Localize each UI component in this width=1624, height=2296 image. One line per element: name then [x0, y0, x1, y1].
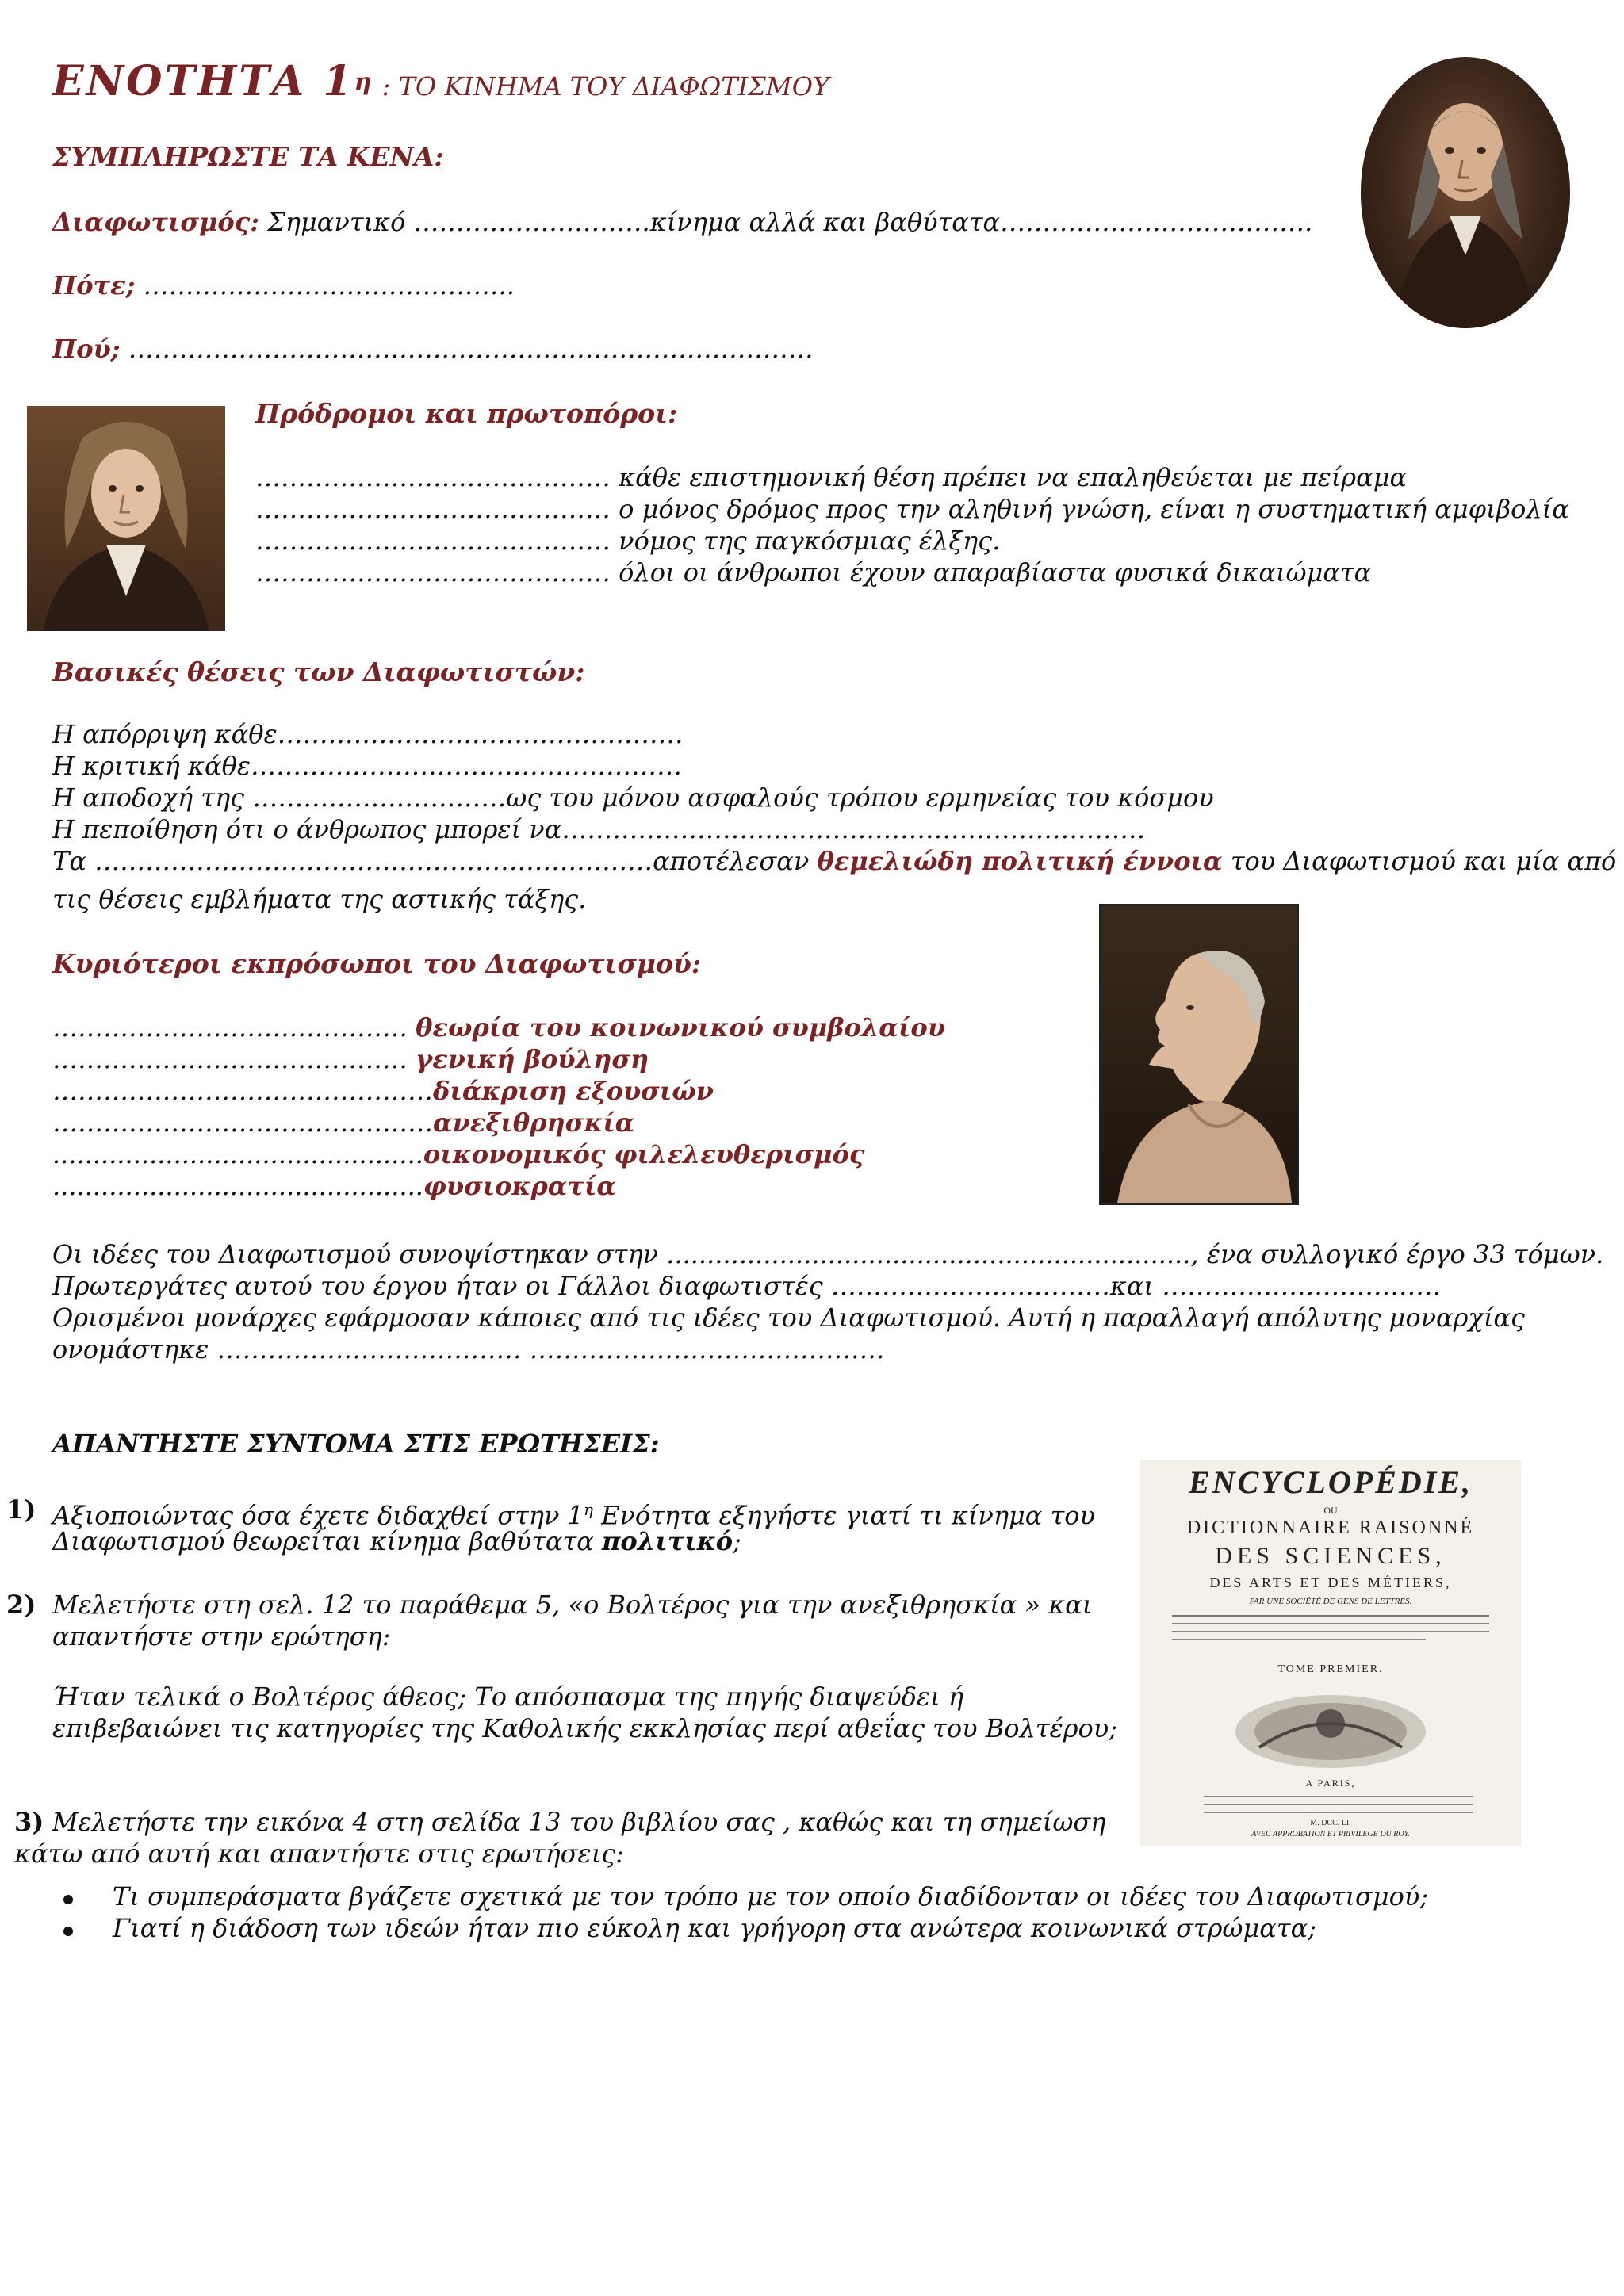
question-2-number: 2) — [6, 1590, 36, 1620]
title-page-publishers — [1180, 1790, 1481, 1822]
encyclopedia-line-4: ονομάστηκε ……………………………… …………………………………… — [52, 1334, 885, 1364]
ekprosopos-blank: ……………………………………… — [52, 1076, 433, 1106]
fill-heading: ΣΥΜΠΛΗΡΩΣΤΕ ΤΑ ΚΕΝΑ: — [52, 141, 444, 172]
question-1-text-a: Αξιοποιώντας όσα έχετε διδαχθεί στην 1 — [52, 1500, 584, 1531]
ekprosopos-idea: φυσιοκρατία — [423, 1171, 617, 1201]
diafotismos-line — [52, 206, 1312, 238]
question-3-line-2: κάτω από αυτή και απαντήστε στις ερωτήσεις: — [14, 1839, 624, 1869]
pote-text: …………………………………….. — [135, 270, 515, 300]
question-2-line-4: επιβεβαιώνει τις κατηγορίες της Καθολικής εκκλησίας περί αθεΐας του Βολτέρου; — [52, 1713, 1117, 1743]
question-3-bullet-1: Τι συμπεράσματα βγάζετε σχετικά με τον τρόπο με τον οποίο διαδίδονταν οι ιδέες του Διαφωτισμού; — [113, 1881, 1429, 1911]
page-title — [52, 57, 829, 105]
title-page-line-5: DES ARTS ET DES MÉTIERS, — [1209, 1575, 1452, 1590]
title-page-small-print — [1164, 1609, 1497, 1647]
question-1-text-c: Διαφωτισμού θεωρείται κίνημα βαθύτατα — [52, 1526, 602, 1556]
question-1-text-d: ; — [733, 1526, 741, 1556]
title-page-vignette — [1228, 1684, 1434, 1771]
encyclopedia-line-1: Οι ιδέες του Διαφωτισμού συνοψίστηκαν στην ................................................................., ένα συλλογικό έργο 33 τόμων. — [52, 1239, 1604, 1269]
bullet-icon — [63, 1927, 73, 1936]
question-3-line-1 — [14, 1806, 1105, 1838]
theseis-line-5c: του Διαφωτισμού και μία από — [1222, 846, 1617, 876]
ekprosopos-blank: .............................................. — [52, 1171, 423, 1201]
unit-title-superscript: η — [354, 68, 374, 97]
theseis-keyword: θεμελιώδη πολιτική έννοια — [817, 846, 1223, 876]
title-page-line-3: DICTIONNAIRE RAISONNÉ — [1186, 1517, 1475, 1538]
prodromoi-heading: Πρόδρομοι και πρωτοπόροι: — [255, 398, 678, 429]
unit-subtitle: : ΤΟ ΚΙΝΗΜΑ ΤΟΥ ΔΙΑΦΩΤΙΣΜΟΥ — [373, 71, 830, 101]
question-3-text: Μελετήστε την εικόνα 4 στη σελίδα 13 του βιβλίου σας , καθώς και τη σημείωση — [44, 1807, 1106, 1837]
question-2-line-3: Ήταν τελικά ο Βολτέρος άθεος; Το απόσπασμα της πηγής διαψεύδει ή — [52, 1682, 964, 1712]
theseis-line-5a: Τα …………………………………………………………αποτέλεσαν — [52, 846, 818, 876]
ekprosopos-idea: διάκριση εξουσιών — [433, 1076, 714, 1106]
unit-title: ΕΝΟΤΗΤΑ 1 — [52, 57, 354, 105]
bullet-icon — [63, 1895, 73, 1904]
title-page-line-8: A PARIS, — [1305, 1777, 1356, 1789]
pote-label: Πότε; — [52, 270, 136, 300]
encyclopedie-title-page — [1140, 1460, 1521, 1846]
ekprosopos-blank: …………………………………… — [52, 1012, 416, 1043]
ekprosopos-blank: ……………………………………… — [52, 1108, 433, 1138]
pote-line — [52, 270, 515, 301]
ekprosopos-idea: γενική βούληση — [416, 1044, 649, 1074]
pou-line — [52, 333, 814, 365]
ekprosopos-idea: ανεξιθρησκία — [433, 1108, 635, 1138]
question-1-superscript: η — [583, 1500, 593, 1519]
ekprosopos-blank: …………………………………… — [52, 1044, 416, 1074]
locke-portrait — [1361, 57, 1570, 328]
prodromoi-line-1: …………………………………… κάθε επιστημονική θέση πρέπει να επαληθεύεται με πείραμα — [255, 462, 1408, 492]
ekprosopos-idea: θεωρία του κοινωνικού συμβολαίου — [416, 1012, 945, 1043]
diafotismos-label: Διαφωτισμός: — [52, 207, 260, 237]
question-1-number: 1) — [6, 1494, 36, 1525]
prodromoi-line-4: …………………………………… όλοι οι άνθρωποι έχουν απαραβίαστα φυσικά δικαιώματα — [255, 557, 1372, 587]
question-1-keyword: πολιτικό — [602, 1526, 733, 1556]
ekprosopos-row-1 — [52, 1012, 945, 1043]
question-1-text-b: Ενότητα εξηγήστε γιατί τι κίνημα του — [592, 1500, 1095, 1531]
montesquieu-portrait — [1099, 904, 1299, 1205]
diafotismos-text: Σημαντικό ……………………….κίνημα αλλά και βαθύτατα………………………………. — [259, 207, 1313, 237]
theseis-line-4: Η πεποίθηση ότι ο άνθρωπος μπορεί να…………………………………………………………… — [52, 814, 1146, 844]
theseis-line-3: Η αποδοχή της …………………………ως του μόνου ασφαλούς τρόπου ερμηνείας του κόσμου — [52, 783, 1214, 813]
prodromoi-line-3: …………………………………… νόμος της παγκόσμιας έλξης. — [255, 526, 1001, 556]
ekprosopos-idea: οικονομικός φιλελευθερισμός — [423, 1139, 865, 1169]
ekprosopoi-heading: Κυριότεροι εκπρόσωποι του Διαφωτισμού: — [52, 948, 702, 979]
theseis-line-5 — [52, 845, 1616, 877]
theseis-line-1: Η απόρριψη κάθε………………………………………… — [52, 719, 684, 749]
encyclopedia-line-3: Ορισμένοι μονάρχες εφάρμοσαν κάποιες από τις ιδέες του Διαφωτισμού. Αυτή η παραλλαγή απόλυτης μοναρχίας — [52, 1303, 1525, 1333]
question-1-line-2 — [52, 1525, 741, 1557]
title-page-line-4: DES SCIENCES, — [1215, 1543, 1446, 1569]
question-2-line-1: Μελετήστε στη σελ. 12 το παράθεμα 5, «ο Βολτέρος για την ανεξιθρησκία » και — [52, 1590, 1093, 1620]
title-page-line-7: TOME PREMIER. — [1277, 1663, 1384, 1675]
ekprosopos-row-2 — [52, 1043, 649, 1075]
encyclopedia-line-2: Πρωτεργάτες αυτού του έργου ήταν οι Γάλλοι διαφωτιστές ……………………………και …………………………… — [52, 1271, 1442, 1301]
ekprosopos-row-4 — [52, 1107, 634, 1138]
pou-label: Πού; — [52, 334, 121, 364]
ekprosopos-blank: .............................................. — [52, 1139, 423, 1169]
question-3-bullet-2: Γιατί η διάδοση των ιδεών ήταν πιο εύκολη και γρήγορη στα ανώτερα κοινωνικά στρώματα; — [113, 1913, 1316, 1943]
title-page-line-10: AVEC APPROBATION ET PRIVILEGE DU ROY. — [1251, 1830, 1410, 1839]
voltaire-portrait — [27, 406, 225, 631]
question-3-number: 3) — [14, 1807, 44, 1837]
title-page-ou: OU — [1323, 1505, 1338, 1516]
title-page-line-9: M. DCC. LI. — [1310, 1819, 1351, 1827]
questions-heading: ΑΠΑΝΤΗΣΤΕ ΣΥΝΤΟΜΑ ΣΤΙΣ ΕΡΩΤΗΣΕΙΣ: — [52, 1429, 660, 1459]
ekprosopos-row-5 — [52, 1138, 864, 1170]
question-2-line-2: απαντήστε στην ερώτηση: — [52, 1621, 391, 1651]
pou-text: ……………………………………………………………………… — [120, 334, 814, 364]
theseis-line-6: τις θέσεις εμβλήματα της αστικής τάξης. — [52, 884, 587, 914]
theseis-heading: Βασικές θέσεις των Διαφωτιστών: — [52, 656, 585, 687]
ekprosopos-row-6 — [52, 1170, 616, 1202]
title-page-heading: ENCYCLOPÉDIE, — [1189, 1464, 1473, 1500]
title-page-line-6: PAR UNE SOCIÉTÉ DE GENS DE LETTRES. — [1249, 1597, 1412, 1606]
theseis-line-2: Η κριτική κάθε…………………………………………… — [52, 751, 683, 781]
ekprosopos-row-3 — [52, 1075, 714, 1107]
prodromoi-line-2: …………………………………… ο μόνος δρόμος προς την αληθινή γνώση, είναι η συστηματική αμφιβολία — [255, 494, 1569, 524]
